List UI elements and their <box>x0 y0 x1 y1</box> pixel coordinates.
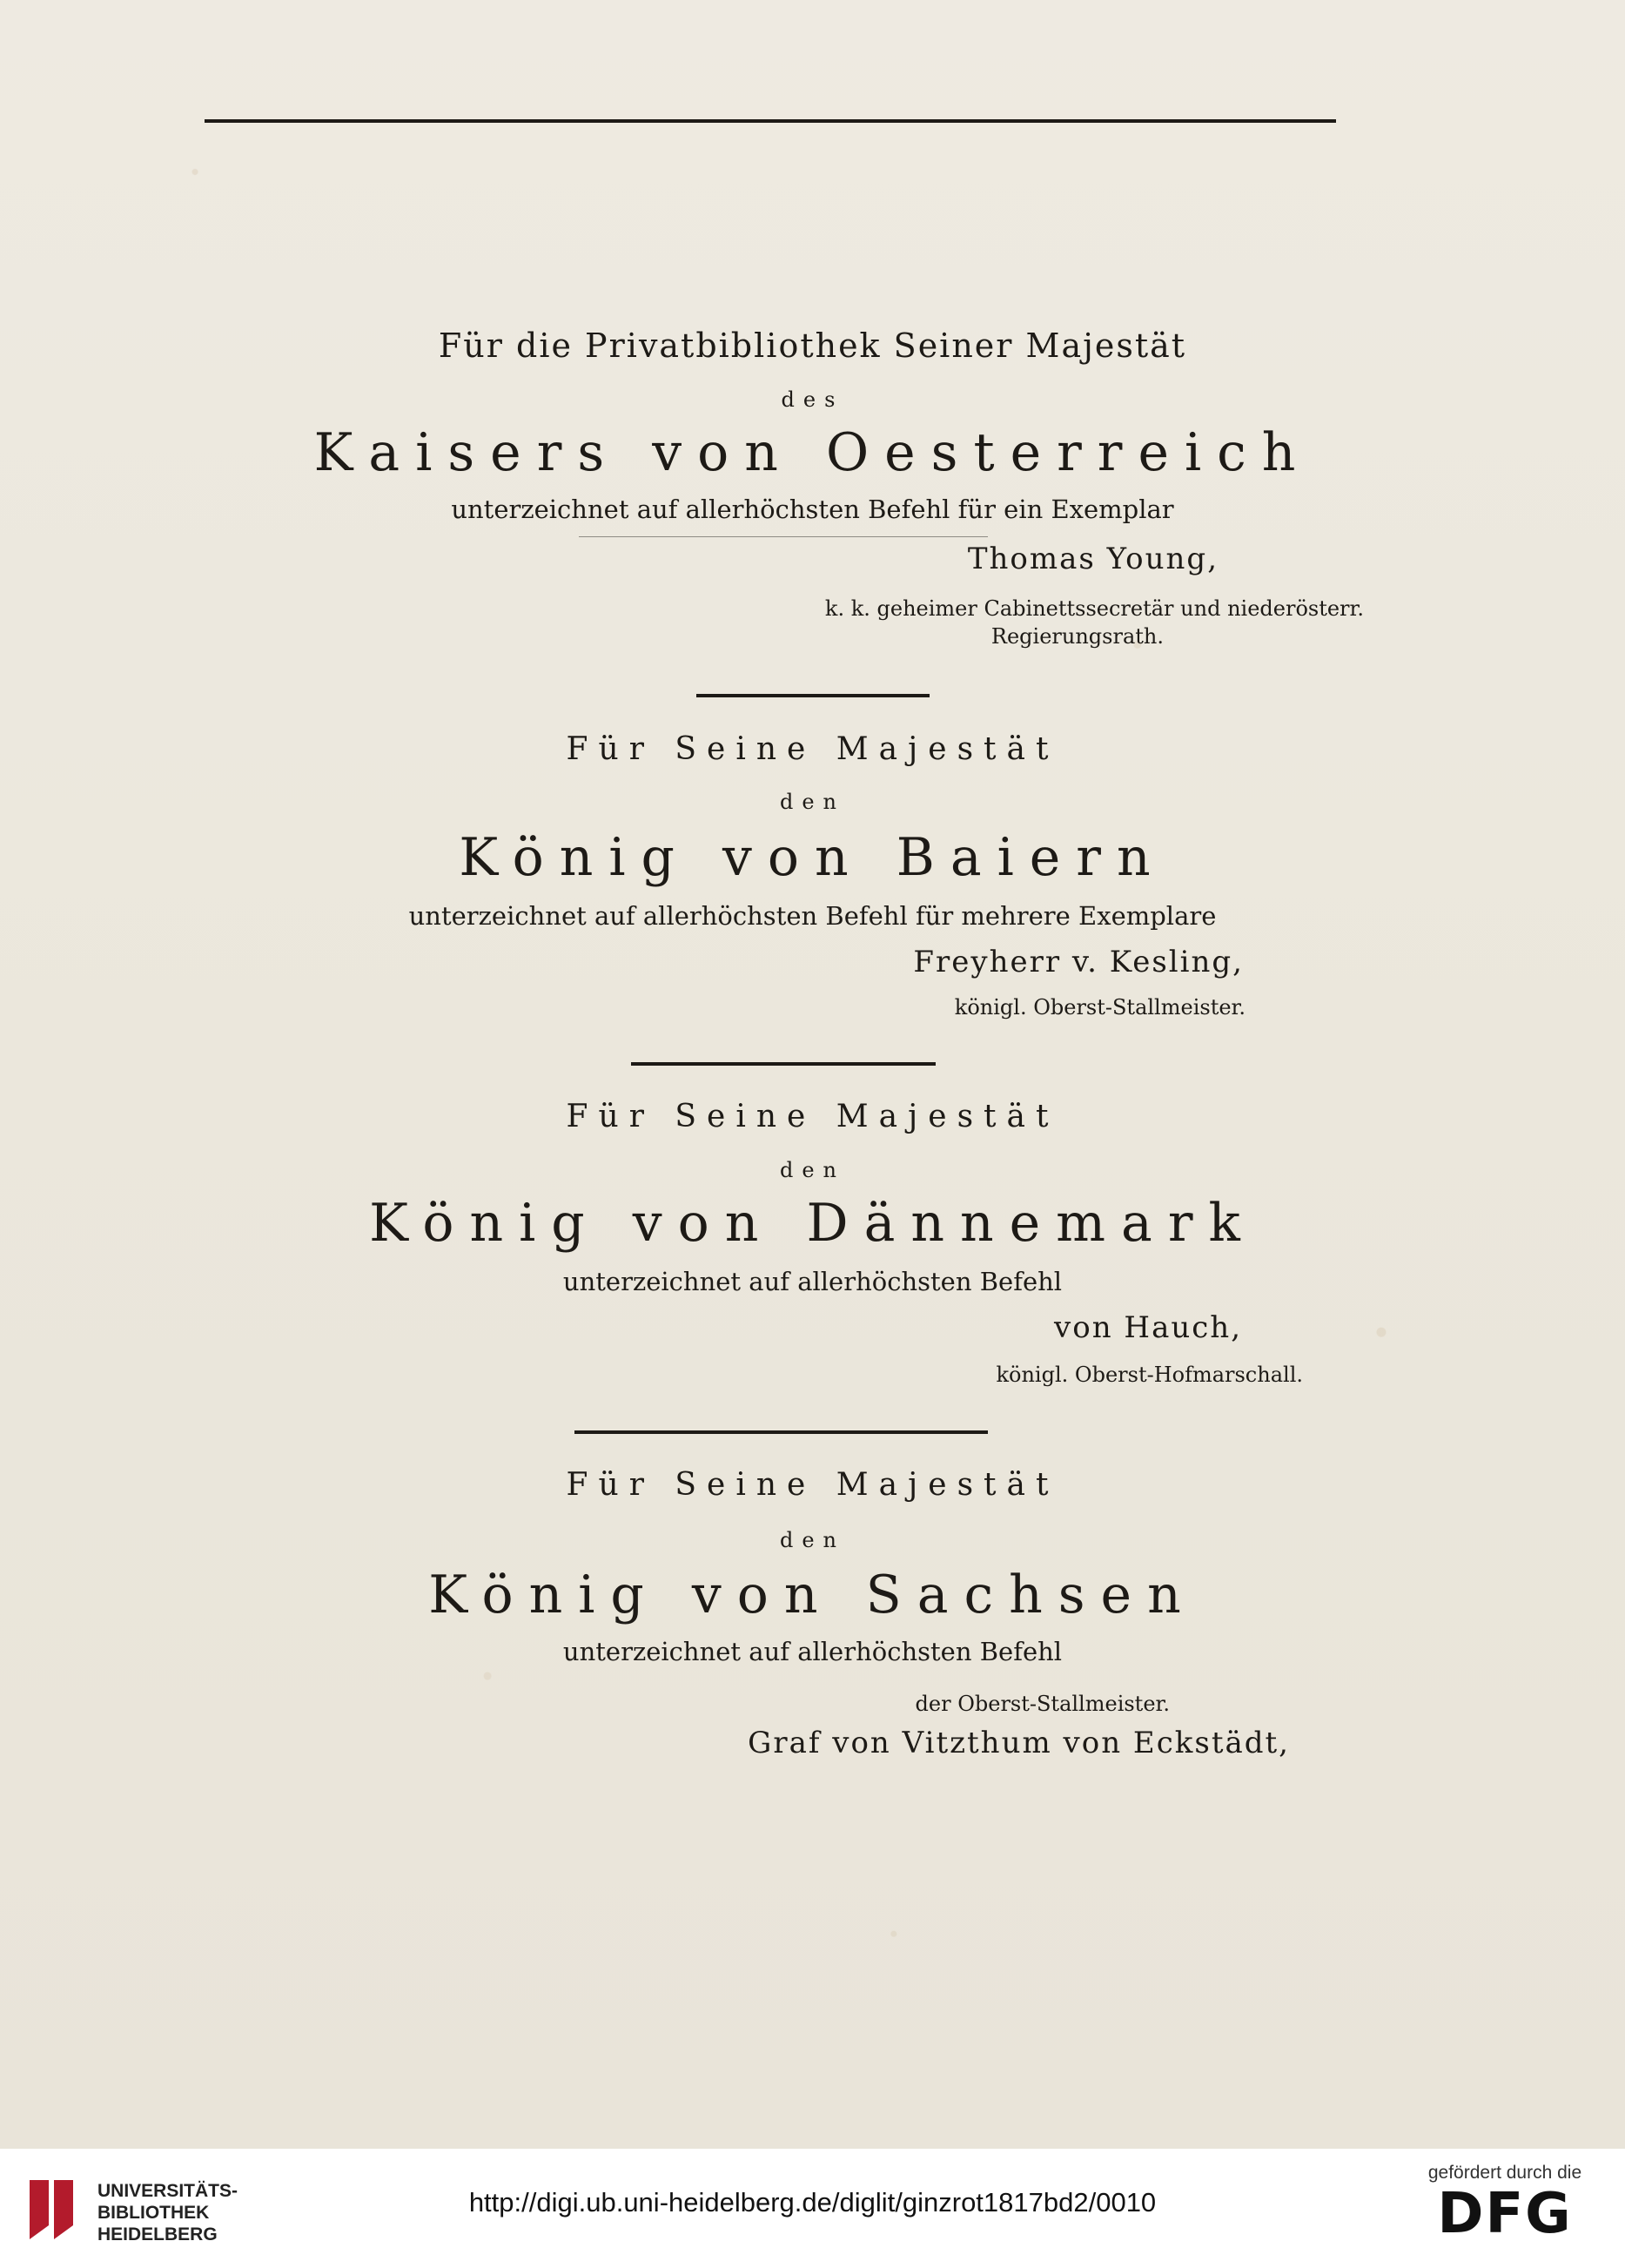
permalink-url[interactable]: http://digi.ub.uni-heidelberg.de/diglit/ginzrot1817bd2/0010 <box>468 2187 1157 2218</box>
dfg-logo: DFG <box>1437 2182 1573 2246</box>
section-3-title-line-1: königl. Oberst-Hofmarschall. <box>996 1363 1303 1387</box>
section-1-title-line-2: Regierungsrath. <box>990 624 1164 649</box>
library-line-1: UNIVERSITÄTS- <box>97 2181 238 2201</box>
section-1-title-line-1: k. k. geheimer Cabinettssecretär und niederösterr. <box>824 596 1364 621</box>
top-rule <box>205 119 1336 123</box>
sponsor-label: gefördert durch die <box>1427 2163 1582 2183</box>
section-3-statement: unterzeichnet auf allerhöchsten Befehl <box>562 1267 1063 1296</box>
section-1-article: des <box>781 387 844 412</box>
section-2-article: den <box>779 790 846 814</box>
library-line-2: BIBLIOTHEK <box>97 2203 210 2223</box>
section-2-heading: Für Seine Majestät <box>566 731 1059 767</box>
section-2-title-line-1: königl. Oberst-Stallmeister. <box>954 995 1246 1020</box>
library-line-3: HEIDELBERG <box>97 2224 218 2244</box>
section-2-sovereign: König von Baiern <box>459 827 1166 888</box>
section-1-signer: Thomas Young, <box>967 542 1219 576</box>
section-3-signer: von Hauch, <box>1054 1310 1242 1345</box>
section-1-thin-rule <box>579 536 988 537</box>
divider-2 <box>631 1062 936 1066</box>
section-1-statement: unterzeichnet auf allerhöchsten Befehl für ein Exemplar <box>451 495 1174 524</box>
divider-1 <box>696 694 930 697</box>
section-3-article: den <box>779 1158 846 1182</box>
section-4-article: den <box>779 1528 846 1552</box>
section-2-statement: unterzeichnet auf allerhöchsten Befehl für mehrere Exemplare <box>408 901 1217 931</box>
section-3-sovereign: König von Dännemark <box>369 1193 1256 1254</box>
sponsor-block[interactable] <box>1409 2159 1601 2264</box>
section-2-signer: Freyherr v. Kesling, <box>913 945 1244 979</box>
section-4-heading: Für Seine Majestät <box>566 1467 1059 1503</box>
footer-bar <box>0 2149 1625 2268</box>
section-4-title-line-1: der Oberst-Stallmeister. <box>915 1692 1170 1716</box>
section-4-signer: Graf von Vitzthum von Eckstädt, <box>748 1726 1290 1760</box>
section-1-heading: Für die Privatbibliothek Seiner Majestät <box>438 326 1187 365</box>
section-4-statement: unterzeichnet auf allerhöchsten Befehl <box>562 1637 1063 1666</box>
section-3-heading: Für Seine Majestät <box>566 1099 1059 1134</box>
section-4-sovereign: König von Sachsen <box>428 1565 1197 1625</box>
divider-3 <box>574 1430 988 1434</box>
section-1-sovereign: Kaisers von Oesterreich <box>313 422 1312 483</box>
